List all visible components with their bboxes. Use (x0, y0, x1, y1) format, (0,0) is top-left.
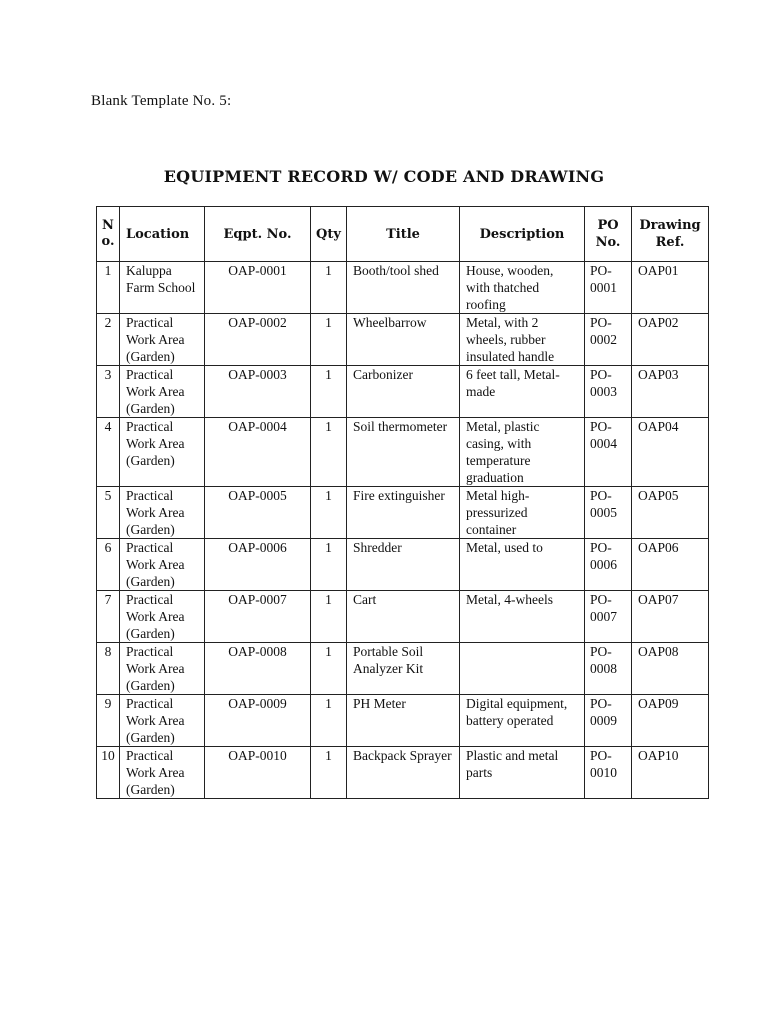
table-row (97, 314, 709, 366)
cell-description: 6 feet tall, Metal-made (460, 366, 585, 418)
cell-qty: 1 (311, 314, 347, 366)
table-row (97, 262, 709, 314)
cell-eqpt-no: OAP-0005 (205, 487, 311, 539)
cell-po-no: PO-0005 (585, 487, 632, 539)
cell-no: 9 (97, 695, 120, 747)
cell-no: 1 (97, 262, 120, 314)
cell-eqpt-no: OAP-0002 (205, 314, 311, 366)
cell-eqpt-no: OAP-0001 (205, 262, 311, 314)
cell-location: Practical Work Area (Garden) (120, 591, 205, 643)
cell-eqpt-no: OAP-0010 (205, 747, 311, 799)
cell-eqpt-no: OAP-0007 (205, 591, 311, 643)
cell-no: 4 (97, 418, 120, 487)
cell-location: Practical Work Area (Garden) (120, 487, 205, 539)
cell-eqpt-no: OAP-0009 (205, 695, 311, 747)
cell-eqpt-no: OAP-0008 (205, 643, 311, 695)
cell-title: Cart (347, 591, 460, 643)
cell-title: Wheelbarrow (347, 314, 460, 366)
cell-eqpt-no: OAP-0006 (205, 539, 311, 591)
cell-no: 3 (97, 366, 120, 418)
cell-title: Fire extinguisher (347, 487, 460, 539)
cell-eqpt-no: OAP-0004 (205, 418, 311, 487)
cell-title: PH Meter (347, 695, 460, 747)
cell-no: 7 (97, 591, 120, 643)
cell-location: Kaluppa Farm School (120, 262, 205, 314)
table-header-row (97, 207, 709, 262)
cell-po-no: PO-0006 (585, 539, 632, 591)
cell-qty: 1 (311, 487, 347, 539)
cell-no: 5 (97, 487, 120, 539)
column-header-eqpt-no: Eqpt. No. (205, 207, 311, 262)
cell-location: Practical Work Area (Garden) (120, 366, 205, 418)
cell-drawing-ref: OAP04 (632, 418, 709, 487)
table-row (97, 643, 709, 695)
column-header-po-no: PO No. (585, 207, 632, 262)
cell-description: Metal high-pressurized container (460, 487, 585, 539)
cell-description: Digital equipment, battery operated (460, 695, 585, 747)
cell-title: Booth/tool shed (347, 262, 460, 314)
cell-title: Shredder (347, 539, 460, 591)
cell-title: Carbonizer (347, 366, 460, 418)
cell-drawing-ref: OAP10 (632, 747, 709, 799)
cell-location: Practical Work Area (Garden) (120, 539, 205, 591)
cell-drawing-ref: OAP05 (632, 487, 709, 539)
cell-location: Practical Work Area (Garden) (120, 747, 205, 799)
cell-description: Metal, plastic casing, with temperature graduation (460, 418, 585, 487)
cell-qty: 1 (311, 695, 347, 747)
cell-location: Practical Work Area (Garden) (120, 643, 205, 695)
cell-po-no: PO-0003 (585, 366, 632, 418)
column-header-qty: Qty (311, 207, 347, 262)
table-row (97, 591, 709, 643)
column-header-title: Title (347, 207, 460, 262)
cell-po-no: PO-0008 (585, 643, 632, 695)
cell-no: 8 (97, 643, 120, 695)
cell-po-no: PO-0009 (585, 695, 632, 747)
cell-eqpt-no: OAP-0003 (205, 366, 311, 418)
cell-description: Metal, used to (460, 539, 585, 591)
cell-po-no: PO-0001 (585, 262, 632, 314)
cell-description: Metal, 4-wheels (460, 591, 585, 643)
cell-po-no: PO-0002 (585, 314, 632, 366)
cell-qty: 1 (311, 643, 347, 695)
column-header-no: No. (97, 207, 120, 262)
cell-no: 10 (97, 747, 120, 799)
cell-drawing-ref: OAP09 (632, 695, 709, 747)
cell-qty: 1 (311, 539, 347, 591)
table-row (97, 539, 709, 591)
table-row (97, 487, 709, 539)
cell-title: Soil thermometer (347, 418, 460, 487)
cell-drawing-ref: OAP08 (632, 643, 709, 695)
cell-drawing-ref: OAP02 (632, 314, 709, 366)
cell-po-no: PO-0010 (585, 747, 632, 799)
cell-drawing-ref: OAP01 (632, 262, 709, 314)
equipment-record-table (96, 206, 709, 799)
cell-location: Practical Work Area (Garden) (120, 314, 205, 366)
cell-qty: 1 (311, 591, 347, 643)
cell-description: House, wooden, with thatched roofing (460, 262, 585, 314)
cell-title: Backpack Sprayer (347, 747, 460, 799)
table-row (97, 695, 709, 747)
cell-location: Practical Work Area (Garden) (120, 418, 205, 487)
cell-po-no: PO-0004 (585, 418, 632, 487)
table-row (97, 747, 709, 799)
cell-title: Portable Soil Analyzer Kit (347, 643, 460, 695)
cell-drawing-ref: OAP03 (632, 366, 709, 418)
cell-drawing-ref: OAP06 (632, 539, 709, 591)
cell-qty: 1 (311, 418, 347, 487)
cell-description: Metal, with 2 wheels, rubber insulated handle (460, 314, 585, 366)
cell-qty: 1 (311, 262, 347, 314)
table-row (97, 418, 709, 487)
cell-po-no: PO-0007 (585, 591, 632, 643)
column-header-description: Description (460, 207, 585, 262)
document-title: EQUIPMENT RECORD W/ CODE AND DRAWING (163, 167, 605, 186)
cell-qty: 1 (311, 747, 347, 799)
cell-no: 6 (97, 539, 120, 591)
cell-description (460, 643, 585, 695)
column-header-drawing-ref: Drawing Ref. (632, 207, 709, 262)
template-label: Blank Template No. 5: (91, 93, 232, 109)
cell-no: 2 (97, 314, 120, 366)
table-row (97, 366, 709, 418)
cell-location: Practical Work Area (Garden) (120, 695, 205, 747)
column-header-location: Location (120, 207, 205, 262)
cell-qty: 1 (311, 366, 347, 418)
cell-description: Plastic and metal parts (460, 747, 585, 799)
cell-drawing-ref: OAP07 (632, 591, 709, 643)
